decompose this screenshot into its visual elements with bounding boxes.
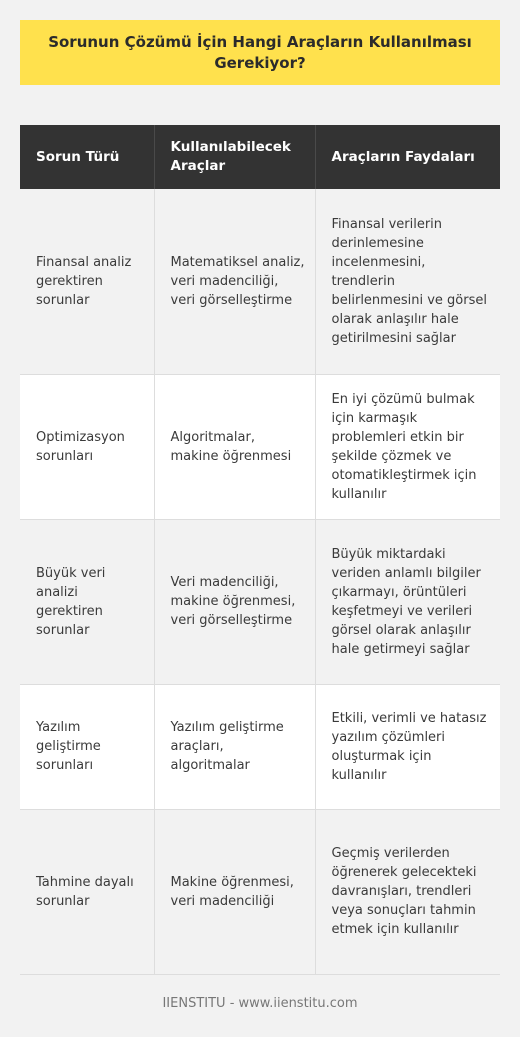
cell-tools: Makine öğrenmesi, veri madenciliği [154,809,315,974]
cell-tools: Algoritmalar, makine öğrenmesi [154,374,315,519]
header-usable-tools: Kullanılabilecek Araçlar [154,125,315,189]
footer-credit: IIENSTITU - www.iienstitu.com [162,996,358,1011]
header-problem-type: Sorun Türü [20,125,154,189]
cell-problem-type: Yazılım geliştirme sorunları [20,684,154,809]
cell-benefits: Etkili, verimli ve hatasız yazılım çözümleri oluşturmak için kullanılır [315,684,500,809]
cell-benefits: Geçmiş verilerden öğrenerek gelecekteki davranışları, trendleri veya sonuçları tahmin etmek için kullanılır [315,809,500,974]
page-title: Sorunun Çözümü İçin Hangi Araçların Kullanılması Gerekiyor? [48,32,472,72]
table-row [20,374,500,519]
table-row [20,684,500,809]
table-header-row [20,125,500,189]
cell-problem-type: Finansal analiz gerektiren sorunlar [20,189,154,374]
cell-benefits: Büyük miktardaki veriden anlamlı bilgiler çıkarmayı, örüntüleri keşfetmeyi ve verileri görsel olarak anlaşılır hale getirmeyi sağlar [315,519,500,684]
tools-table [20,125,500,975]
table-row [20,189,500,374]
title-banner [20,20,500,85]
cell-problem-type: Optimizasyon sorunları [20,374,154,519]
table-row [20,519,500,684]
header-tool-benefits: Araçların Faydaları [315,125,500,189]
cell-problem-type: Tahmine dayalı sorunlar [20,809,154,974]
table-row [20,809,500,974]
cell-tools: Yazılım geliştirme araçları, algoritmalar [154,684,315,809]
cell-tools: Matematiksel analiz, veri madenciliği, veri görselleştirme [154,189,315,374]
cell-problem-type: Büyük veri analizi gerektiren sorunlar [20,519,154,684]
cell-benefits: En iyi çözümü bulmak için karmaşık problemleri etkin bir şekilde çözmek ve otomatikleştirmek için kullanılır [315,374,500,519]
cell-tools: Veri madenciliği, makine öğrenmesi, veri görselleştirme [154,519,315,684]
cell-benefits: Finansal verilerin derinlemesine incelenmesini, trendlerin belirlenmesini ve görsel olarak anlaşılır hale getirilmesini sağlar [315,189,500,374]
